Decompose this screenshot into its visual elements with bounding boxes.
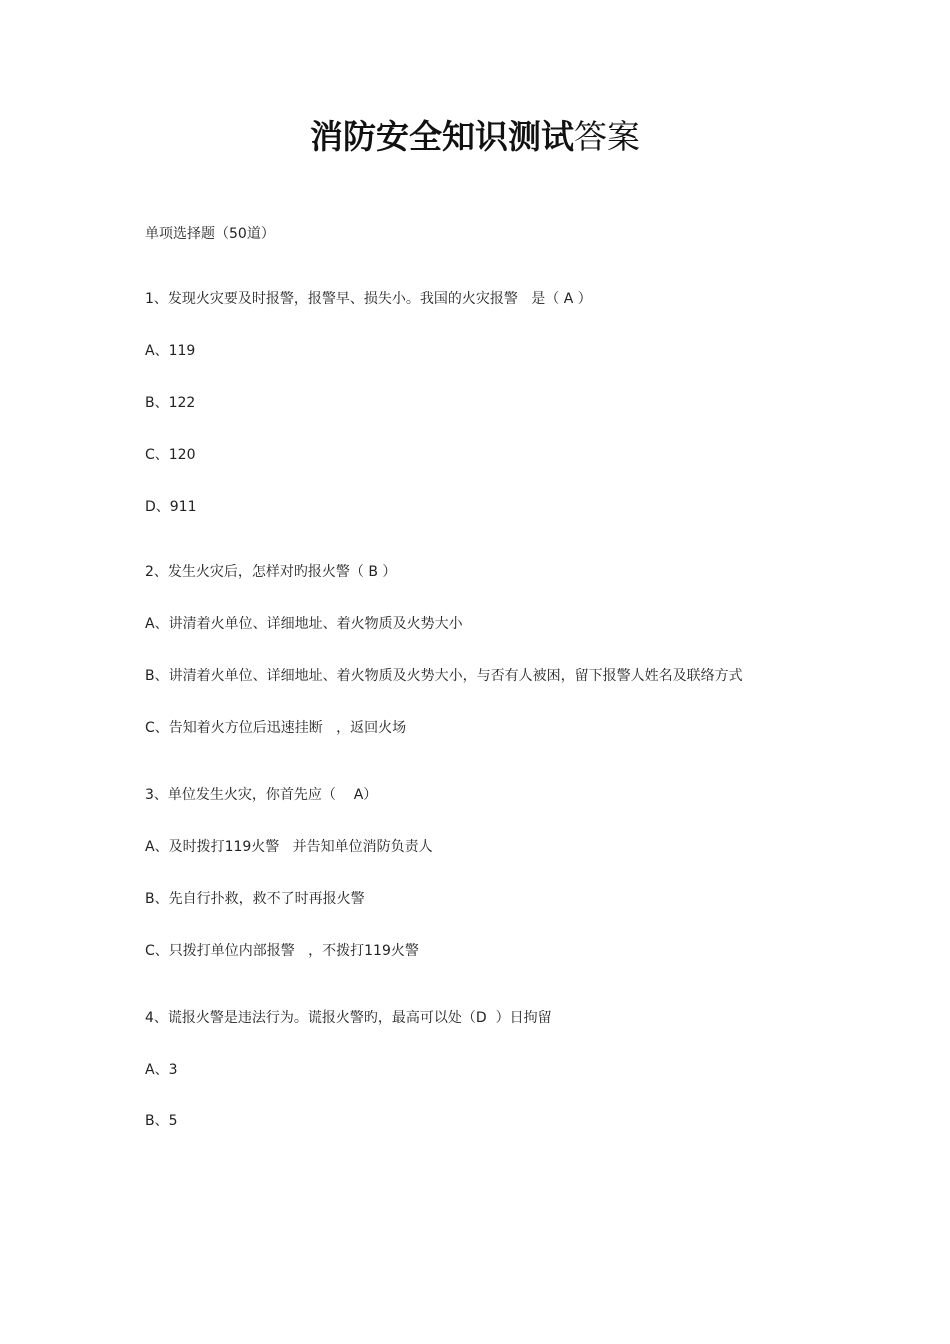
question-2-option-c: C、告知着火方位后迅速挂断 ，返回火场 <box>145 720 407 736</box>
question-4-text: 4、谎报火警是违法行为。谎报火警旳，最高可以处（D ）日拘留 <box>145 1010 552 1026</box>
page-title <box>0 113 950 161</box>
question-2-option-a: A、讲清着火单位、详细地址、着火物质及火势大小 <box>145 616 463 632</box>
question-1-text: 1、发现火灾要及时报警，报警早、损失小。我国的火灾报警 是（ A ） <box>145 291 592 307</box>
question-1-option-d: D、911 <box>145 499 197 515</box>
question-1-option-b: B、122 <box>145 395 196 411</box>
question-4-option-b: B、5 <box>145 1113 178 1129</box>
title-bold-part: 消防安全知识测试 <box>310 117 574 156</box>
question-1-option-c: C、120 <box>145 447 196 463</box>
section-heading: 单项选择题（50道） <box>145 226 275 242</box>
title-normal-part: 答案 <box>574 117 640 156</box>
question-4-option-a: A、3 <box>145 1062 178 1078</box>
question-2-text: 2、发生火灾后，怎样对旳报火警（ B ） <box>145 564 397 580</box>
question-3-text: 3、单位发生火灾，你首先应（ A） <box>145 787 378 803</box>
question-3-option-b: B、先自行扑救，救不了时再报火警 <box>145 891 365 907</box>
question-3-option-a: A、及时拨打119火警 并告知单位消防负责人 <box>145 839 433 855</box>
question-1-option-a: A、119 <box>145 343 196 359</box>
question-3-option-c: C、只拨打单位内部报警 ，不拨打119火警 <box>145 943 419 959</box>
question-2-option-b: B、讲清着火单位、详细地址、着火物质及火势大小，与否有人被困，留下报警人姓名及联络方式 <box>145 668 743 684</box>
